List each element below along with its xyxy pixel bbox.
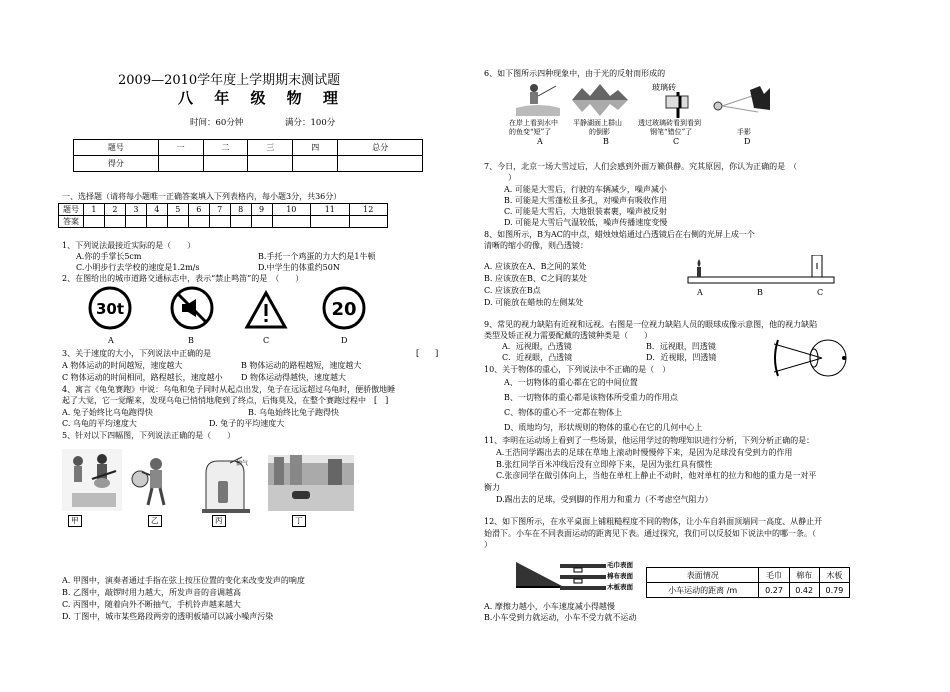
answer-number: 8 (230, 204, 251, 216)
no-horn-sign-icon (170, 286, 214, 330)
q6-caption-c (638, 119, 701, 137)
bench-label-a: A (697, 288, 703, 297)
eye-diagram (774, 338, 854, 378)
q6-caption-a1: 在岸上看到水中 (509, 119, 558, 127)
answer-row-label: 答案 (59, 216, 84, 228)
q10-option-c: C、物体的重心不一定都在物体上 (504, 408, 623, 417)
q11-option-b: B.张红同学百米冲线后没有立即停下来，是因为张红具有惯性 (496, 460, 713, 469)
answer-cell[interactable] (311, 216, 349, 228)
q5-option-c: C. 丙图中，随着向外不断抽气，手机铃声越来越大 (62, 600, 241, 609)
answer-number: 6 (188, 204, 209, 216)
exam-subtitle: 八 年 级 物 理 (178, 89, 346, 107)
answer-cell[interactable] (84, 216, 105, 228)
score-header: 四 (293, 140, 338, 156)
answer-cell[interactable] (104, 216, 125, 228)
q7-option-b: B. 可能是大雪蓬松且多孔，对噪声有吸收作用 (504, 196, 667, 205)
q6-caption-b (573, 119, 622, 137)
q11-stem: 11、李明在运动场上看到了一些场景，他运用学过的物理知识进行分析，下列分析正确的是： (484, 436, 815, 445)
sign-label-d: D (341, 336, 348, 345)
hand-shadow-picture (712, 84, 772, 114)
pic-label-bing: 丙 (212, 515, 226, 527)
bench-label-c: C (817, 288, 824, 297)
answer-cell[interactable] (188, 216, 209, 228)
q3-option-d: D 物体运动得越快，速度越大 (241, 373, 346, 382)
q5-option-a: A. 甲图中，演奏者通过手指在弦上按压位置的变化来改变发声的响度 (62, 576, 305, 585)
q4-stem-line1: 4、寓言《龟兔赛跑》中说：乌龟和兔子同时从起点出发，兔子在远远超过乌龟时，便骄傲地睡 (62, 385, 396, 394)
q7-stem-line2: ） (508, 173, 516, 182)
q12-value-cotton: 0.42 (789, 583, 819, 598)
q9-stem-line2: 类型及矫正视力需要配戴的透镜种类是（ ） (484, 331, 652, 340)
score-row-label: 得分 (74, 156, 159, 172)
warning-sign-icon (244, 290, 288, 330)
bench-label-b: B (757, 288, 763, 297)
score-cell[interactable] (203, 156, 248, 172)
q9-stem-line1: 9、常见的视力缺陷有近视和远视。右图是一位视力缺陷人员的眼球成像示意图，他的视力缺陷 (484, 320, 818, 329)
q6-caption-b2: 的倒影 (589, 128, 610, 136)
q6-stem: 6、如下图所示四种现象中，由于光的反射而形成的 (484, 69, 666, 78)
q9-option-c: C．近视眼，凸透镜 (502, 353, 573, 362)
q6-caption-c1: 透过玻璃砖看到看到 (638, 119, 701, 127)
answer-number: 1 (84, 204, 105, 216)
q9-option-d: D．近视眼，凹透镜 (646, 353, 717, 362)
sign-label-b: B (188, 336, 194, 345)
q12-stem-line1: 12、如下图所示，在水平桌面上铺粗糙程度不同的物体，让小车自斜面顶端同一高度、从静止开 (484, 517, 823, 526)
q3-bracket: [ ] (416, 349, 439, 358)
exam-time: 时间：60分钟 (190, 118, 244, 128)
q10-option-a: A、一切物体的重心都在它的中间位置 (504, 378, 638, 387)
score-cell[interactable] (338, 156, 423, 172)
sign-label-a: A (108, 336, 114, 345)
surface-label-board: 木板表面 (607, 583, 633, 591)
q8-option-c: C. 应该放在B点 (484, 286, 541, 295)
q4-option-d: D. 兔子的平均速度大 (209, 419, 285, 428)
answer-number: 10 (272, 204, 310, 216)
q1-option-c: C.小明步行去学校的速度是1.2m/s (76, 263, 200, 272)
score-header: 一 (158, 140, 203, 156)
gong-player-picture (128, 455, 176, 511)
bell-jar-phone-picture (202, 455, 250, 513)
answer-cell[interactable] (125, 216, 146, 228)
traffic-sign-d (322, 286, 366, 330)
q12-results-table (646, 567, 850, 598)
answer-cell[interactable] (251, 216, 272, 228)
q12-row-label: 小车运动的距离 /m (647, 583, 759, 598)
score-table (73, 139, 423, 172)
q5-option-b: B. 乙图中，敲锣时用力越大，所发声音的音调越高 (62, 588, 241, 597)
score-header: 三 (248, 140, 293, 156)
score-header: 总分 (338, 140, 423, 156)
q3-option-a: A 物体运动的时间越短，速度越大 (62, 361, 183, 370)
pic-label-jia: 甲 (68, 515, 82, 527)
answer-cell[interactable] (349, 216, 387, 228)
q12-col-board: 木板 (819, 568, 849, 583)
score-header: 题号 (74, 140, 159, 156)
q12-option-b: B.小车受到力就运动，小车不受力就不运动 (484, 613, 637, 622)
answer-number: 2 (104, 204, 125, 216)
q12-col-cotton: 棉布 (789, 568, 819, 583)
guitar-performer-picture (62, 449, 122, 511)
q10-stem: 10、关于物体的重心，下列说法中不正确的是（ ） (484, 365, 671, 374)
q8-option-d: D. 可能放在蜡烛的左侧某处 (484, 298, 584, 307)
q3-option-c: C 物体运动的时间相同，路程越长，速度越小 (62, 373, 223, 382)
score-cell[interactable] (158, 156, 203, 172)
pic-label-yi: 乙 (148, 515, 162, 527)
q7-option-a: A. 可能是大雪后，行驶的车辆减少，噪声减小 (504, 185, 667, 194)
q6-label-c: C (673, 137, 680, 146)
q10-option-d: D、质地均匀，形状规则的物体的重心在它的几何中心上 (504, 423, 703, 432)
q8-stem-line1: 8、如图所示，B为AC的中点，蜡烛烛焰通过凸透镜后在右侧的光屏上成一个 (484, 230, 755, 239)
answer-cell[interactable] (230, 216, 251, 228)
mountain-reflection-picture (572, 82, 628, 116)
q11-option-c-line1: C.张彦同学在做引体向上，当他在单杠上静止不动时，他对单杠的拉力和他的重力是一对平 (496, 471, 817, 480)
q12-option-a: A. 摩擦力越小，小车速度减小得越慢 (484, 602, 615, 611)
q12-value-towel: 0.27 (759, 583, 789, 598)
q6-label-b: B (603, 137, 609, 146)
q11-option-c-line2: 衡力 (484, 483, 500, 492)
answer-cell[interactable] (209, 216, 230, 228)
q11-option-d: D.踢出去的足球，受到脚的作用力和重力（不考虑空气阻力） (496, 495, 713, 504)
answer-number: 9 (251, 204, 272, 216)
score-cell[interactable] (248, 156, 293, 172)
sign-d-text: 20 (331, 299, 357, 320)
q5-option-d: D. 丁图中，城市某些路段两旁的透明板墙可以减小噪声污染 (62, 612, 274, 621)
q6-caption-c2: 钢笔“错位”了 (650, 128, 693, 136)
pic-label-ding: 丁 (292, 515, 306, 527)
q4-option-c: C. 乌龟的平均速度大 (62, 419, 137, 428)
q6-caption-d1: 手影 (737, 128, 751, 136)
q3-option-b: B 物体运动的路程越短，速度越大 (241, 361, 362, 370)
q12-col-towel: 毛巾 (759, 568, 789, 583)
q12-header-label: 表面情况 (647, 568, 759, 583)
ramp-surfaces-diagram (516, 556, 606, 596)
q4-stem-line2: 起了大觉，它一觉醒来，发现乌龟已悄悄地爬到了终点，后悔莫及，在整个赛跑过程中 [ ] (62, 396, 389, 405)
answer-cell[interactable] (146, 216, 167, 228)
q6-caption-b1: 平静湖面上群山 (573, 119, 622, 127)
surface-label-cotton: 棉布表面 (607, 572, 633, 580)
q6-caption-a2: 的鱼变“短”了 (509, 128, 552, 136)
q8-option-b: B. 应该放在B、C之间的某处 (484, 274, 587, 283)
glass-block-pen-picture (658, 92, 698, 118)
surface-label-towel: 毛巾表面 (607, 561, 633, 569)
pic3-caption: 抽气 (236, 460, 249, 467)
answer-number: 4 (146, 204, 167, 216)
q6-caption-c0: 玻璃砖 (652, 83, 676, 92)
answer-number: 5 (167, 204, 188, 216)
answer-number: 11 (311, 204, 349, 216)
q3-stem: 3、关于速度的大小，下列说法中正确的是 (62, 349, 212, 358)
q6-caption-a (509, 119, 558, 137)
q4-option-a: A. 兔子始终比乌龟跑得快 (62, 408, 153, 417)
q9-option-b: B．远视眼，凹透镜 (646, 342, 716, 351)
q7-stem-line1: 7、今日，北京一场大雪过后，人们会感到外面万籁俱静。究其原因，你认为正确的是 （ (484, 162, 798, 171)
q11-option-a: A.王浩同学踢出去的足球在草地上滚动时慢慢停下来，是因为足球没有受到力的作用 (496, 448, 793, 457)
score-header: 二 (203, 140, 248, 156)
q8-stem-line2: 清晰的缩小的像，则凸透镜： (484, 241, 588, 250)
exam-score: 满分：100分 (285, 118, 336, 128)
q12-stem-line2: 始滑下。小车在不同表面运动的距离见下表。通过探究，我们可以反驳如下说法中的哪一条。（ (484, 529, 816, 538)
answer-cell[interactable] (167, 216, 188, 228)
q7-option-c: C. 可能是大雪后，大地银装素裹，噪声被反射 (504, 207, 667, 216)
q1-stem: 1、下列说法最接近实际的是（ ） (62, 241, 196, 250)
answer-number: 3 (125, 204, 146, 216)
answer-cell[interactable] (272, 216, 310, 228)
q6-label-d: D (744, 137, 751, 146)
q4-option-b: B. 乌龟始终比兔子跑得快 (248, 408, 339, 417)
score-cell[interactable] (293, 156, 338, 172)
q8-option-a: A. 应该放在A、B之间的某处 (484, 262, 587, 271)
q1-option-d: D.中学生的体重约50N (258, 263, 340, 272)
q10-option-b: B、一切物体的重心都是该物体所受重力的作用点 (504, 393, 678, 402)
q9-option-a: A．远视眼，凸透镜 (502, 342, 572, 351)
section-one-title: 一、选择题（请将每小题唯一正确答案填入下列表格内，每小题3分，共36分） (62, 192, 342, 201)
q12-stem-line3: ） (484, 540, 492, 549)
q1-option-b: B.手托一个鸡蛋的力大约是1牛顿 (258, 252, 376, 261)
street-wall-picture (268, 455, 354, 511)
sign-a-text: 30t (95, 300, 125, 318)
q12-value-board: 0.79 (819, 583, 849, 598)
q5-stem: 5、针对以下四幅图，下列说法正确的是（ ） (62, 431, 236, 440)
exam-title: 2009—2010学年度上学期期末测试题 (118, 73, 341, 88)
answer-table (58, 203, 388, 228)
q6-label-a: A (537, 137, 543, 146)
traffic-sign-a (88, 286, 132, 330)
fisherman-picture (516, 82, 560, 116)
sign-label-c: C (263, 336, 270, 345)
q2-stem: 2、在图给出的城市道路交通标志中，表示“禁止鸣笛”的是 （ ） (62, 274, 304, 283)
q7-option-d: D. 可能是大雪后气温较低，噪声传播速度变慢 (504, 218, 668, 227)
answer-row-label: 题号 (59, 204, 84, 216)
q1-option-a: A.你的手掌长5cm (76, 252, 142, 261)
answer-number: 12 (349, 204, 387, 216)
optical-bench-diagram (686, 255, 836, 285)
answer-number: 7 (209, 204, 230, 216)
